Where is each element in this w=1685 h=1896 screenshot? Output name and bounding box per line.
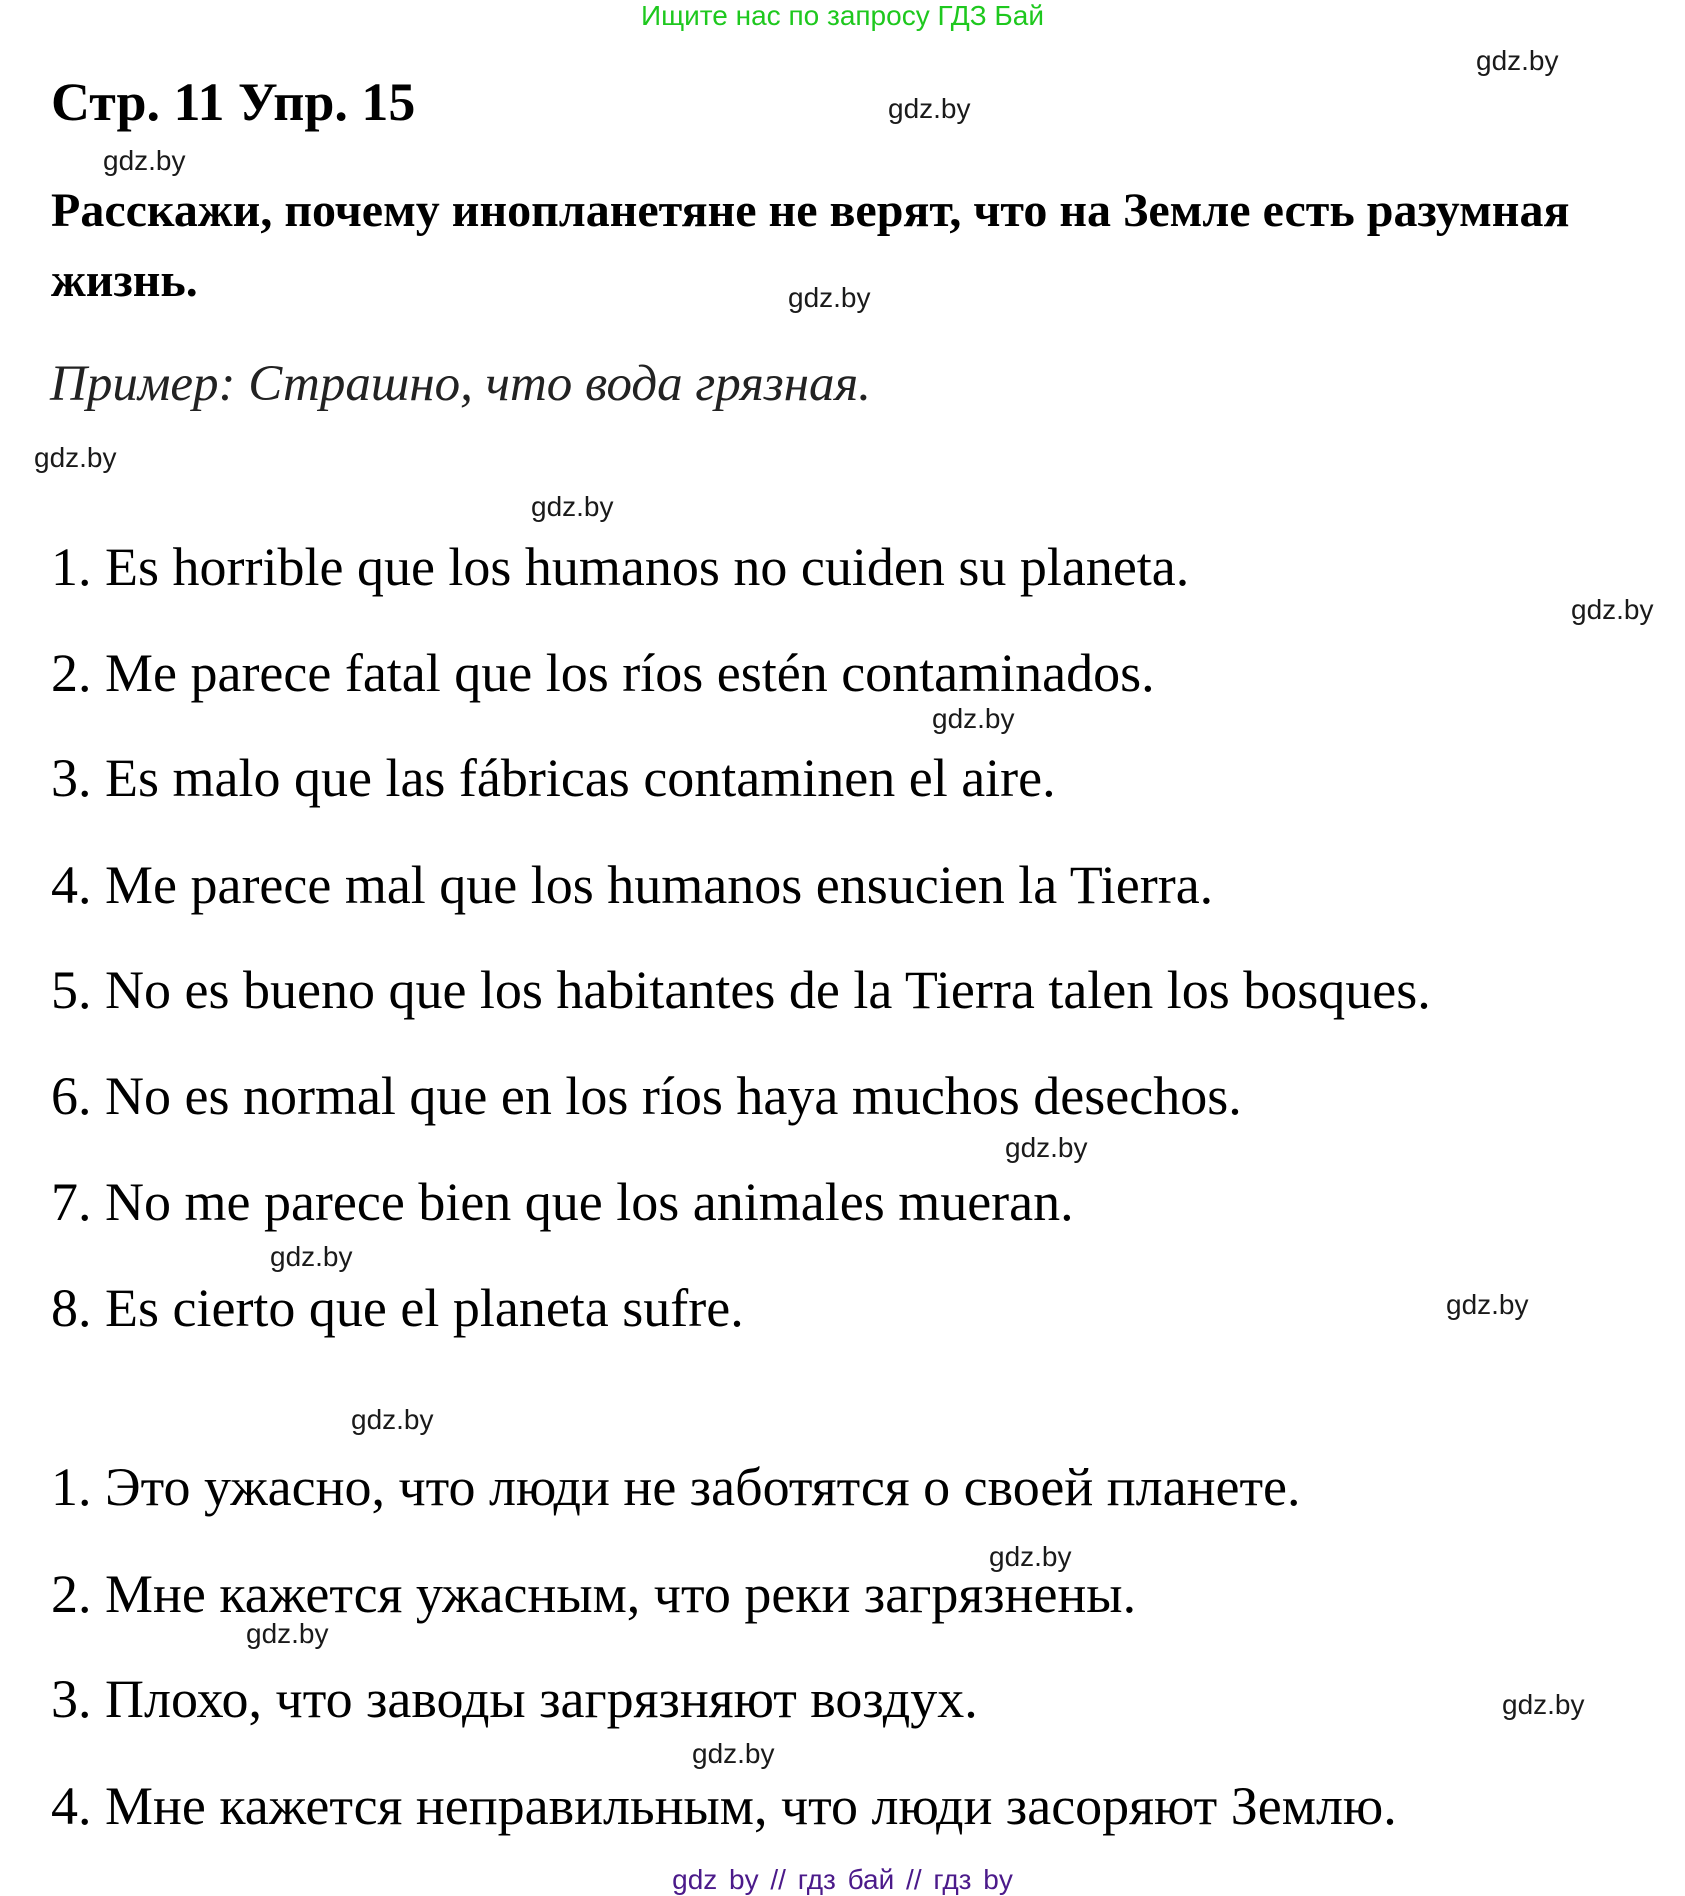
list-item: 5. No es bueno que los habitantes de la Tierra talen los bosques. xyxy=(51,960,1431,1020)
list-item: 1. Это ужасно, что люди не заботятся о своей планете. xyxy=(51,1457,1301,1517)
watermark: gdz.by xyxy=(1571,594,1654,625)
watermark: gdz.by xyxy=(989,1541,1072,1572)
watermark: gdz.by xyxy=(1476,45,1559,76)
list-item: 2. Me parece fatal que los ríos estén contaminados. xyxy=(51,643,1155,703)
list-item: 3. Es malo que las fábricas contaminen el aire. xyxy=(51,748,1056,808)
watermark: gdz.by xyxy=(246,1618,329,1649)
search-banner: Ищите нас по запросу ГДЗ Бай xyxy=(640,0,1045,31)
watermark: gdz.by xyxy=(351,1404,434,1435)
footer-links: gdz by // гдз бай // гдз by xyxy=(672,1864,1013,1895)
watermark: gdz.by xyxy=(1005,1132,1088,1163)
list-item: 7. No me parece bien que los animales mueran. xyxy=(51,1172,1074,1232)
watermark: gdz.by xyxy=(270,1241,353,1272)
list-item: 8. Es cierto que el planeta sufre. xyxy=(51,1278,744,1338)
watermark: gdz.by xyxy=(1446,1289,1529,1320)
watermark: gdz.by xyxy=(531,491,614,522)
list-item: 3. Плохо, что заводы загрязняют воздух. xyxy=(51,1669,978,1729)
example-sentence: Пример: Страшно, что вода грязная. xyxy=(50,356,871,412)
list-item: 4. Мне кажется неправильным, что люди засоряют Землю. xyxy=(51,1776,1397,1836)
watermark: gdz.by xyxy=(34,442,117,473)
page-title: Стр. 11 Упр. 15 xyxy=(51,72,416,132)
watermark: gdz.by xyxy=(788,282,871,313)
watermark: gdz.by xyxy=(692,1738,775,1769)
watermark: gdz.by xyxy=(1502,1689,1585,1720)
task-heading: Расскажи, почему инопланетяне не верят, что на Земле есть разумная жизнь. xyxy=(51,184,1570,307)
list-item: 1. Es horrible que los humanos no cuiden su planeta. xyxy=(51,537,1190,597)
watermark: gdz.by xyxy=(103,145,186,176)
watermark: gdz.by xyxy=(932,703,1015,734)
list-item: 2. Мне кажется ужасным, что реки загрязнены. xyxy=(51,1564,1137,1624)
list-item: 4. Me parece mal que los humanos ensucien la Tierra. xyxy=(51,855,1214,915)
list-item: 6. No es normal que en los ríos haya muchos desechos. xyxy=(51,1066,1242,1126)
watermark: gdz.by xyxy=(888,93,971,124)
